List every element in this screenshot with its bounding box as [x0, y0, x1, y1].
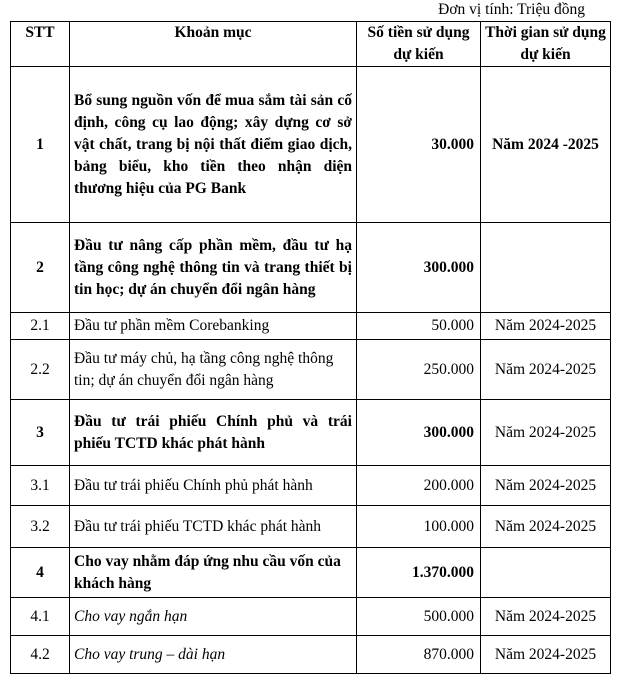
row-amount: 300.000: [357, 400, 481, 466]
row-item: Đầu tư nâng cấp phần mềm, đầu tư hạ tầng công nghệ thông tin và trang thiết bị tin học; dự án chuyển đổi ngân hàng: [70, 223, 357, 313]
table-row: [11, 400, 611, 466]
unit-label: Đơn vị tính: Triệu đồng: [438, 1, 585, 18]
row-time: [481, 223, 611, 313]
row-time: [481, 548, 611, 598]
table-row: [11, 598, 611, 636]
row-item: Đầu tư trái phiếu TCTD khác phát hành: [70, 506, 357, 548]
row-amount: 300.000: [357, 223, 481, 313]
row-item: Đầu tư phần mềm Corebanking: [70, 313, 357, 340]
row-time: Năm 2024-2025: [481, 466, 611, 506]
row-amount: 30.000: [357, 67, 481, 223]
row-amount: 500.000: [357, 598, 481, 636]
header-time: Thời gian sử dụng dự kiến: [481, 22, 611, 67]
row-amount: 50.000: [357, 313, 481, 340]
row-stt: 3.2: [11, 506, 70, 548]
row-time: Năm 2024-2025: [481, 598, 611, 636]
header-item: Khoản mục: [70, 22, 357, 67]
row-amount: 200.000: [357, 466, 481, 506]
row-item: Cho vay nhằm đáp ứng nhu cầu vốn của khách hàng: [70, 548, 357, 598]
row-amount: 250.000: [357, 340, 481, 400]
table-row: [11, 636, 611, 674]
row-stt: 4.2: [11, 636, 70, 674]
row-item: Cho vay trung – dài hạn: [70, 636, 357, 674]
row-stt: 1: [11, 67, 70, 223]
row-time: Năm 2024-2025: [481, 313, 611, 340]
row-item: Cho vay ngắn hạn: [70, 598, 357, 636]
table-row: [11, 466, 611, 506]
row-time: Năm 2024-2025: [481, 506, 611, 548]
row-amount: 100.000: [357, 506, 481, 548]
row-amount: 870.000: [357, 636, 481, 674]
table-row: [11, 313, 611, 340]
row-stt: 4.1: [11, 598, 70, 636]
table-row: [11, 340, 611, 400]
row-stt: 3: [11, 400, 70, 466]
row-stt: 2: [11, 223, 70, 313]
table-row: [11, 223, 611, 313]
row-time: Năm 2024-2025: [481, 636, 611, 674]
row-item: Đầu tư trái phiếu Chính phủ và trái phiếu TCTD khác phát hành: [70, 400, 357, 466]
table-header-row: [11, 22, 611, 67]
header-stt: STT: [11, 22, 70, 67]
row-item: Bổ sung nguồn vốn để mua sắm tài sản cố định, công cụ lao động; xây dựng cơ sở vật chất, trang bị nội thất điểm giao dịch, bảng biểu, kho tiền theo nhận diện thương hiệu của PG Bank: [70, 67, 357, 223]
row-amount: 1.370.000: [357, 548, 481, 598]
table-row: [11, 67, 611, 223]
header-amount: Số tiền sử dụng dự kiến: [357, 22, 481, 67]
row-item: Đầu tư trái phiếu Chính phủ phát hành: [70, 466, 357, 506]
row-item: Đầu tư máy chủ, hạ tầng công nghệ thông tin; dự án chuyển đổi ngân hàng: [70, 340, 357, 400]
row-time: Năm 2024-2025: [481, 400, 611, 466]
table-row: [11, 548, 611, 598]
row-stt: 2.1: [11, 313, 70, 340]
table-row: [11, 506, 611, 548]
row-stt: 4: [11, 548, 70, 598]
capital-usage-table: [10, 21, 611, 674]
row-time: Năm 2024 -2025: [481, 67, 611, 223]
row-time: Năm 2024-2025: [481, 340, 611, 400]
row-stt: 2.2: [11, 340, 70, 400]
row-stt: 3.1: [11, 466, 70, 506]
